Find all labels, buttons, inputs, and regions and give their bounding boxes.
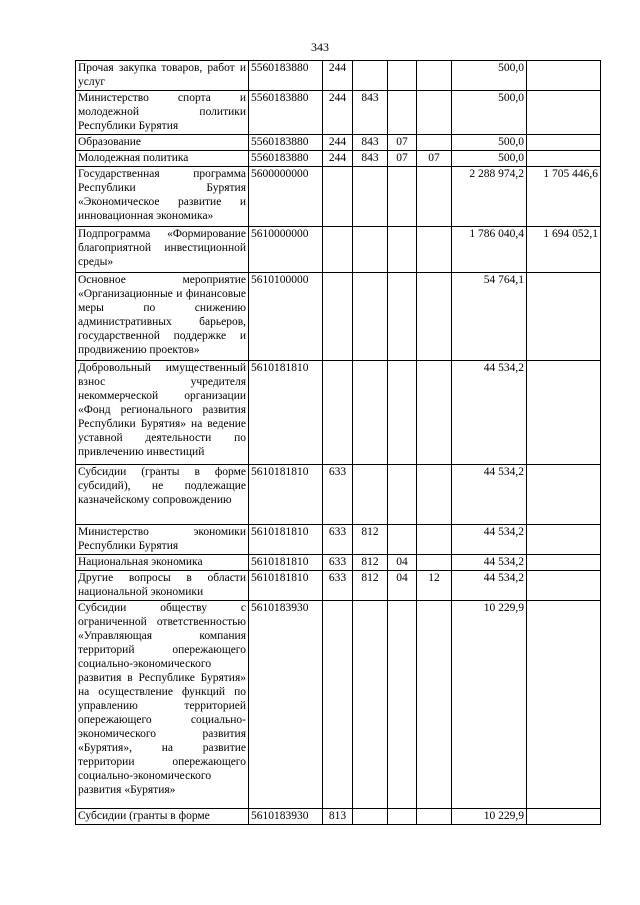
row-vr: 244: [323, 61, 353, 91]
row-pr: [417, 601, 452, 809]
row-name: Субсидии (гранты в форме: [76, 809, 249, 825]
row-value-1: 500,0: [452, 135, 527, 151]
row-value-1: 10 229,9: [452, 601, 527, 809]
row-rz: [388, 809, 417, 825]
row-pr: 12: [417, 571, 452, 601]
row-name: Субсидии обществу с ограниченной ответственностью «Управляющая компания территорий опережающего социально-экономического развития в Республике Бурятия» на осуществление функций по управлению территорией опережающего социально-экономического развития «Бурятия», на развитие территории опережающего социально-экономического развития «Бурятия»: [76, 601, 249, 809]
table-row: [76, 601, 601, 809]
row-vr: 244: [323, 135, 353, 151]
row-value-1: 500,0: [452, 151, 527, 167]
row-value-2: [527, 555, 601, 571]
row-rz: [388, 273, 417, 361]
table-row: [76, 167, 601, 227]
row-name: Министерство экономики Республики Бурятия: [76, 525, 249, 555]
table-row: [76, 151, 601, 167]
row-vr: 244: [323, 91, 353, 135]
row-value-1: 10 229,9: [452, 809, 527, 825]
row-name: Добровольный имущественный взнос учредителя некоммерческой организации «Фонд регионального развития Республики Бурятия» на ведение уставной деятельности по привлечению инвестиций: [76, 361, 249, 465]
row-vr: [323, 167, 353, 227]
row-value-2: 1 694 052,1: [527, 227, 601, 273]
row-vr: 244: [323, 151, 353, 167]
row-value-1: 500,0: [452, 91, 527, 135]
row-rz: 04: [388, 571, 417, 601]
row-name: Национальная экономика: [76, 555, 249, 571]
row-rz: 04: [388, 555, 417, 571]
row-pr: [417, 465, 452, 525]
row-pr: [417, 809, 452, 825]
row-pr: [417, 555, 452, 571]
row-vr: 633: [323, 571, 353, 601]
row-pr: [417, 361, 452, 465]
row-rz: [388, 525, 417, 555]
table-row: [76, 809, 601, 825]
row-vr: 633: [323, 525, 353, 555]
row-grbs: [353, 601, 388, 809]
row-name: Основное мероприятие «Организационные и финансовые меры по снижению административных барьеров, государственной поддержке и продвижению проектов»: [76, 273, 249, 361]
row-value-2: [527, 273, 601, 361]
table-row: [76, 227, 601, 273]
row-grbs: [353, 809, 388, 825]
row-grbs: [353, 465, 388, 525]
row-grbs: [353, 273, 388, 361]
row-vr: 633: [323, 555, 353, 571]
row-rz: [388, 167, 417, 227]
row-grbs: 843: [353, 151, 388, 167]
page-number: 343: [311, 40, 329, 54]
row-value-2: [527, 61, 601, 91]
row-grbs: 843: [353, 135, 388, 151]
row-grbs: 812: [353, 525, 388, 555]
row-value-1: 1 786 040,4: [452, 227, 527, 273]
row-value-1: 2 288 974,2: [452, 167, 527, 227]
row-name: Субсидии (гранты в форме субсидий), не подлежащие казначейскому сопровождению: [76, 465, 249, 525]
row-csr: 5610183930: [249, 601, 323, 809]
row-csr: 5600000000: [249, 167, 323, 227]
row-value-1: 500,0: [452, 61, 527, 91]
row-vr: [323, 601, 353, 809]
row-pr: [417, 61, 452, 91]
row-value-1: 44 534,2: [452, 525, 527, 555]
row-pr: 07: [417, 151, 452, 167]
row-name: Государственная программа Республики Бурятия «Экономическое развитие и инновационная экономика»: [76, 167, 249, 227]
table-row: [76, 465, 601, 525]
row-value-1: 44 534,2: [452, 465, 527, 525]
row-value-1: 54 764,1: [452, 273, 527, 361]
row-value-2: [527, 525, 601, 555]
row-rz: [388, 227, 417, 273]
row-csr: 5610181810: [249, 361, 323, 465]
row-value-1: 44 534,2: [452, 571, 527, 601]
row-csr: 5560183880: [249, 135, 323, 151]
row-value-2: [527, 601, 601, 809]
row-vr: [323, 227, 353, 273]
row-value-2: [527, 571, 601, 601]
row-csr: 5610100000: [249, 273, 323, 361]
row-value-1: 44 534,2: [452, 361, 527, 465]
row-grbs: [353, 227, 388, 273]
row-grbs: 812: [353, 571, 388, 601]
row-value-2: [527, 361, 601, 465]
table-row: [76, 361, 601, 465]
row-value-2: 1 705 446,6: [527, 167, 601, 227]
row-rz: [388, 91, 417, 135]
row-rz: [388, 361, 417, 465]
table-row: [76, 135, 601, 151]
row-name: Подпрограмма «Формирование благоприятной инвестиционной среды»: [76, 227, 249, 273]
row-grbs: 812: [353, 555, 388, 571]
row-rz: [388, 601, 417, 809]
row-pr: [417, 525, 452, 555]
table-row: [76, 555, 601, 571]
row-name: Образование: [76, 135, 249, 151]
row-rz: [388, 61, 417, 91]
row-pr: [417, 167, 452, 227]
row-pr: [417, 135, 452, 151]
row-csr: 5560183880: [249, 151, 323, 167]
row-grbs: [353, 361, 388, 465]
row-grbs: [353, 167, 388, 227]
row-grbs: [353, 61, 388, 91]
row-csr: 5560183880: [249, 61, 323, 91]
row-vr: [323, 361, 353, 465]
row-pr: [417, 227, 452, 273]
table-row: [76, 61, 601, 91]
row-value-2: [527, 91, 601, 135]
row-vr: [323, 273, 353, 361]
row-rz: 07: [388, 135, 417, 151]
row-value-2: [527, 151, 601, 167]
table-row: [76, 91, 601, 135]
row-csr: 5610181810: [249, 525, 323, 555]
row-value-2: [527, 135, 601, 151]
row-name: Молодежная политика: [76, 151, 249, 167]
row-pr: [417, 273, 452, 361]
row-vr: 813: [323, 809, 353, 825]
row-value-2: [527, 809, 601, 825]
table-row: [76, 273, 601, 361]
row-name: Прочая закупка товаров, работ и услуг: [76, 61, 249, 91]
row-pr: [417, 91, 452, 135]
row-grbs: 843: [353, 91, 388, 135]
table-row: [76, 525, 601, 555]
row-value-1: 44 534,2: [452, 555, 527, 571]
budget-table: [75, 60, 601, 825]
row-name: Другие вопросы в области национальной экономики: [76, 571, 249, 601]
row-csr: 5610183930: [249, 809, 323, 825]
row-value-2: [527, 465, 601, 525]
row-rz: 07: [388, 151, 417, 167]
row-csr: 5610000000: [249, 227, 323, 273]
row-csr: 5560183880: [249, 91, 323, 135]
row-name: Министерство спорта и молодежной политики Республики Бурятия: [76, 91, 249, 135]
row-csr: 5610181810: [249, 555, 323, 571]
row-rz: [388, 465, 417, 525]
table-row: [76, 571, 601, 601]
row-csr: 5610181810: [249, 465, 323, 525]
row-csr: 5610181810: [249, 571, 323, 601]
row-vr: 633: [323, 465, 353, 525]
